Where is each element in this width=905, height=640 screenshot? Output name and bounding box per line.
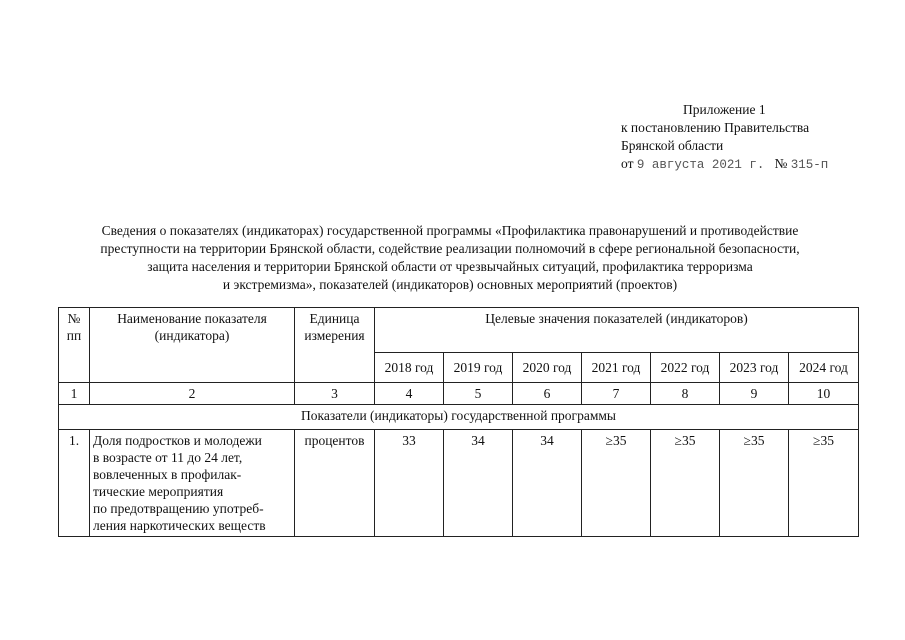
resolution-date: 9 августа 2021 г. (636, 158, 765, 172)
resolution-number: 315-п (790, 158, 829, 172)
row-value: ≥35 (582, 430, 651, 537)
column-number: 8 (651, 383, 720, 405)
heading-line-2: преступности на территории Брянской области, содействие реализации полномочий в сфере региональной безопасности, (100, 241, 800, 256)
header-year: 2023 год (720, 353, 789, 383)
column-number: 4 (375, 383, 444, 405)
header-year: 2022 год (651, 353, 720, 383)
header-year: 2024 год (789, 353, 859, 383)
header-name: Наименование показателя (индикатора) (90, 308, 295, 383)
column-number: 7 (582, 383, 651, 405)
appendix-block (621, 101, 828, 174)
row-num: 1. (59, 430, 90, 537)
heading-line-3: защита населения и территории Брянской области от чрезвычайных ситуаций, профилактика терроризма (147, 259, 753, 274)
appendix-date-line (621, 155, 828, 174)
table-row (59, 430, 859, 537)
heading-line-1: Сведения о показателях (индикаторах) государственной программы «Профилактика правонарушений и противодействие (101, 223, 799, 238)
column-number: 10 (789, 383, 859, 405)
column-number: 5 (444, 383, 513, 405)
row-value: 33 (375, 430, 444, 537)
appendix-resolution-line: к постановлению Правительства (621, 120, 810, 135)
document-heading (50, 222, 850, 294)
header-unit: Единица измерения (295, 308, 375, 383)
row-value: ≥35 (720, 430, 789, 537)
appendix-title: Приложение 1 (683, 102, 766, 117)
header-year: 2019 год (444, 353, 513, 383)
header-year: 2018 год (375, 353, 444, 383)
indicators-table (58, 307, 859, 537)
row-name-line: ления наркотических веществ (93, 518, 266, 533)
appendix-region-line: Брянской области (621, 138, 724, 153)
row-name-line: тические мероприятия (93, 484, 224, 499)
row-unit: процентов (295, 430, 375, 537)
column-number: 9 (720, 383, 789, 405)
heading-line-4: и экстремизма», показателей (индикаторов) основных мероприятий (проектов) (222, 277, 678, 292)
row-value: ≥35 (651, 430, 720, 537)
row-name-line: по предотвращению употреб- (93, 501, 264, 516)
row-name-line: в возрасте от 11 до 24 лет, (93, 450, 243, 465)
column-number: 3 (295, 383, 375, 405)
row-name-line: Доля подростков и молодежи (93, 433, 262, 448)
row-value: ≥35 (789, 430, 859, 537)
header-year: 2020 год (513, 353, 582, 383)
row-value: 34 (513, 430, 582, 537)
section-title: Показатели (индикаторы) государственной программы (59, 405, 859, 430)
date-prefix: от (621, 156, 634, 171)
header-year: 2021 год (582, 353, 651, 383)
header-targets: Целевые значения показателей (индикаторов) (375, 308, 859, 353)
number-sign: № (774, 156, 788, 171)
column-number: 2 (90, 383, 295, 405)
column-number: 1 (59, 383, 90, 405)
row-name (90, 430, 295, 537)
column-number: 6 (513, 383, 582, 405)
row-name-line: вовлеченных в профилак- (93, 467, 242, 482)
row-value: 34 (444, 430, 513, 537)
header-num: № пп (59, 308, 90, 383)
